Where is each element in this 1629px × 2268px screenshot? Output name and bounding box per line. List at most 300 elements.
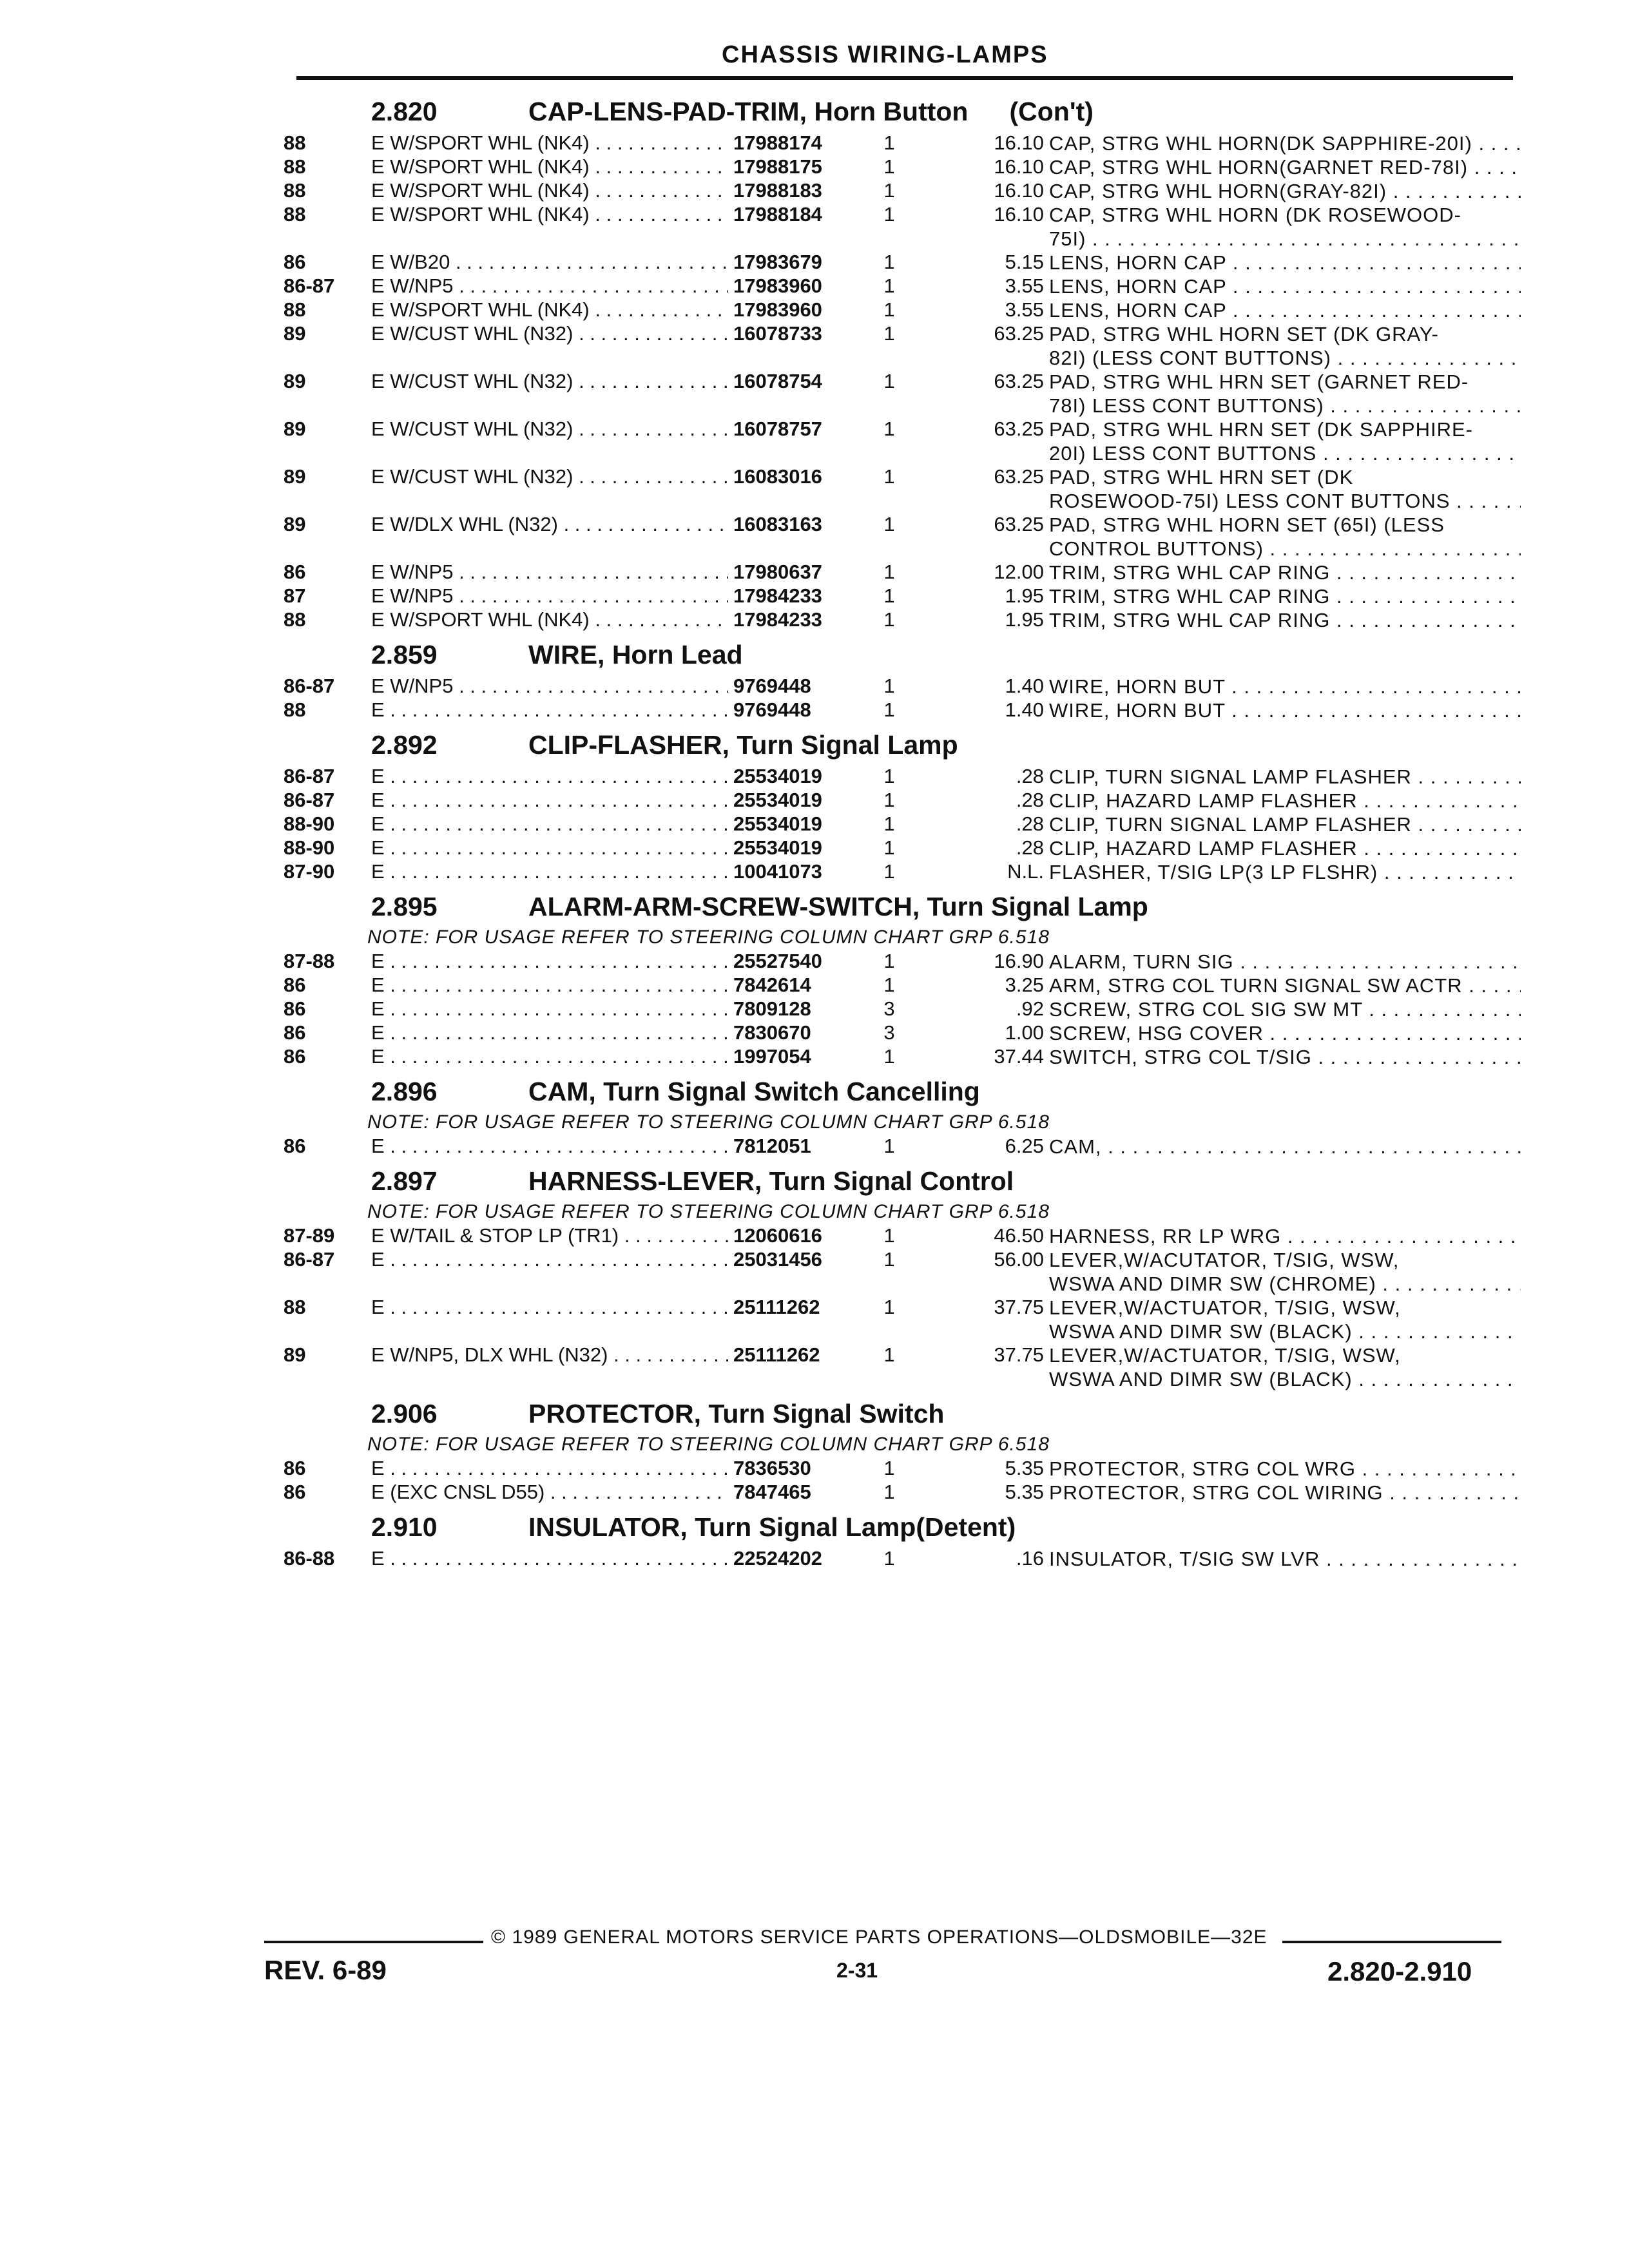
section-number: 2.820	[371, 97, 438, 126]
model-year: 89	[284, 465, 306, 488]
description-line: CLIP, HAZARD LAMP FLASHER . . .	[1049, 836, 1521, 860]
part-row	[284, 812, 1521, 836]
part-number: 16083163	[728, 513, 822, 536]
part-description	[1049, 561, 1521, 584]
part-number: 25111262	[728, 1343, 820, 1367]
description-line: CLIP, TURN SIGNAL LAMP FLASHER . . .	[1049, 765, 1521, 789]
model-year: 86-87	[284, 675, 335, 697]
part-number: 17988175	[728, 155, 822, 178]
section-title	[528, 730, 958, 760]
quantity: 1	[883, 561, 895, 583]
model-year: 88-90	[284, 812, 335, 835]
part-number: 7836530	[728, 1457, 811, 1480]
description-line: 75I) . . .	[1049, 227, 1521, 251]
usage-code: E . . .	[371, 1547, 732, 1570]
revision-label: REV. 6-89	[264, 1955, 387, 1985]
model-year: 87-89	[284, 1224, 335, 1247]
part-number: 12060616	[728, 1224, 822, 1247]
part-row	[284, 179, 1521, 203]
price: 16.10	[994, 203, 1044, 226]
price: .28	[1016, 812, 1044, 835]
part-row	[284, 789, 1521, 812]
section-title-text: ALARM-ARM-SCREW-SWITCH, Turn Signal Lamp	[528, 892, 1148, 921]
description-line: LENS, HORN CAP . . .	[1049, 274, 1521, 298]
section-title-text: HARNESS-LEVER, Turn Signal Control	[528, 1166, 1014, 1196]
price: .28	[1016, 789, 1044, 811]
part-row	[284, 322, 1521, 370]
price: 1.00	[1005, 1021, 1044, 1044]
model-year: 88	[284, 203, 306, 226]
model-year: 86	[284, 251, 306, 273]
part-description	[1049, 997, 1521, 1021]
section-title	[528, 640, 743, 670]
part-row	[284, 513, 1521, 561]
copyright-line: © 1989 GENERAL MOTORS SERVICE PARTS OPERATIONS—OLDSMOBILE—32E	[491, 1927, 1268, 1948]
description-line: ALARM, TURN SIG . . .	[1049, 950, 1521, 974]
part-description	[1049, 974, 1521, 997]
price: 56.00	[994, 1248, 1044, 1271]
part-number: 25031456	[728, 1248, 822, 1271]
section-number: 2.897	[371, 1166, 438, 1196]
part-row	[284, 836, 1521, 860]
price: 37.44	[994, 1045, 1044, 1068]
part-description	[1049, 513, 1521, 561]
section-title-text: CAP-LENS-PAD-TRIM, Horn Button	[528, 97, 969, 126]
part-description	[1049, 131, 1521, 155]
model-year: 86	[284, 997, 306, 1020]
model-year: 88	[284, 179, 306, 202]
description-line: TRIM, STRG WHL CAP RING . . .	[1049, 561, 1521, 584]
price: .28	[1016, 765, 1044, 787]
model-year: 88	[284, 698, 306, 721]
part-description	[1049, 203, 1521, 251]
model-year: 89	[284, 322, 306, 345]
model-year: 87	[284, 584, 306, 607]
usage-code: E W/NP5 . . .	[371, 274, 732, 298]
part-description	[1049, 836, 1521, 860]
model-year: 87-90	[284, 860, 335, 883]
part-number: 17988184	[728, 203, 822, 226]
part-description	[1049, 1481, 1521, 1504]
part-number: 17984233	[728, 584, 822, 608]
description-line: PAD, STRG WHL HORN SET (DK GRAY-	[1049, 323, 1440, 345]
part-row	[284, 765, 1521, 789]
part-description	[1049, 1296, 1521, 1343]
footer-rule-left	[264, 1941, 483, 1943]
part-row	[284, 1296, 1521, 1343]
quantity: 1	[883, 251, 895, 273]
model-year: 88	[284, 1296, 306, 1318]
part-row	[284, 1021, 1521, 1045]
model-year: 86	[284, 974, 306, 996]
price: 12.00	[994, 561, 1044, 583]
part-number: 7809128	[728, 997, 811, 1021]
part-description	[1049, 765, 1521, 789]
description-line: PAD, STRG WHL HRN SET (DK	[1049, 466, 1354, 488]
description-line: LENS, HORN CAP . . .	[1049, 298, 1521, 322]
description-line: HARNESS, RR LP WRG . . .	[1049, 1224, 1521, 1248]
part-number: 16083016	[728, 465, 822, 488]
quantity: 1	[883, 1045, 895, 1068]
section-number: 2.896	[371, 1077, 438, 1106]
price: 1.95	[1005, 584, 1044, 607]
part-number: 16078757	[728, 418, 822, 441]
part-description	[1049, 1547, 1521, 1571]
section-title-text: INSULATOR, Turn Signal Lamp(Detent)	[528, 1512, 1016, 1542]
model-year: 86	[284, 1457, 306, 1479]
part-row	[284, 561, 1521, 584]
section-number: 2.910	[371, 1512, 438, 1542]
quantity: 1	[883, 812, 895, 835]
section-title-text: CAM, Turn Signal Switch Cancelling	[528, 1077, 980, 1106]
usage-code: E W/SPORT WHL (NK4) . . .	[371, 179, 732, 202]
section-range: 2.820-2.910	[1327, 1956, 1472, 1986]
part-row	[284, 465, 1521, 513]
part-number: 7812051	[728, 1135, 811, 1158]
part-row	[284, 1457, 1521, 1481]
part-number: 17983960	[728, 274, 822, 298]
model-year: 86-87	[284, 1248, 335, 1271]
part-row	[284, 1481, 1521, 1504]
description-line: SCREW, STRG COL SIG SW MT . . .	[1049, 997, 1521, 1021]
model-year: 86	[284, 1481, 306, 1503]
model-year: 88	[284, 298, 306, 321]
part-number: 17983679	[728, 251, 822, 274]
price: 63.25	[994, 513, 1044, 535]
part-row	[284, 698, 1521, 722]
price: 63.25	[994, 322, 1044, 345]
price: N.L.	[1007, 860, 1044, 883]
part-row	[284, 608, 1521, 632]
usage-note: NOTE: FOR USAGE REFER TO STEERING COLUMN CHART GRP 6.518	[367, 1201, 1050, 1222]
description-line: PAD, STRG WHL HRN SET (DK SAPPHIRE-	[1049, 418, 1473, 441]
part-number: 17983960	[728, 298, 822, 322]
description-line: 82I) (LESS CONT BUTTONS) . . .	[1049, 346, 1521, 370]
usage-note: NOTE: FOR USAGE REFER TO STEERING COLUMN CHART GRP 6.518	[367, 927, 1050, 948]
model-year: 86	[284, 1021, 306, 1044]
part-number: 17988174	[728, 131, 822, 155]
description-line: CLIP, HAZARD LAMP FLASHER . . .	[1049, 789, 1521, 812]
description-line: TRIM, STRG WHL CAP RING . . .	[1049, 608, 1521, 632]
part-description	[1049, 251, 1521, 274]
description-line: CAP, STRG WHL HORN(GRAY-82I) . . .	[1049, 179, 1521, 203]
part-number: 25111262	[728, 1296, 820, 1319]
part-description	[1049, 155, 1521, 179]
usage-code: E W/CUST WHL (N32) . . .	[371, 465, 732, 488]
part-description	[1049, 1457, 1521, 1481]
description-line: PROTECTOR, STRG COL WIRING . . .	[1049, 1481, 1521, 1504]
part-row	[284, 1224, 1521, 1248]
usage-code: E . . .	[371, 1296, 732, 1319]
usage-code: E . . .	[371, 1248, 732, 1271]
usage-code: E W/NP5 . . .	[371, 561, 732, 584]
quantity: 3	[883, 997, 895, 1020]
part-number: 25534019	[728, 836, 822, 860]
part-description	[1049, 675, 1521, 698]
quantity: 1	[883, 860, 895, 883]
quantity: 1	[883, 1296, 895, 1318]
description-line: CAM, . . .	[1049, 1135, 1521, 1158]
description-line: 78I) LESS CONT BUTTONS) . . .	[1049, 394, 1521, 418]
model-year: 86-87	[284, 274, 335, 297]
part-row	[284, 675, 1521, 698]
price: 6.25	[1005, 1135, 1044, 1157]
price: 63.25	[994, 418, 1044, 440]
model-year: 88	[284, 608, 306, 631]
section-header	[284, 632, 1521, 675]
usage-code: E . . .	[371, 836, 732, 860]
model-year: 86-88	[284, 1547, 335, 1570]
quantity: 1	[883, 584, 895, 607]
model-year: 86	[284, 561, 306, 583]
section-title-text: WIRE, Horn Lead	[528, 640, 743, 669]
part-row	[284, 950, 1521, 974]
part-number: 7847465	[728, 1481, 811, 1504]
price: 63.25	[994, 465, 1044, 488]
model-year: 89	[284, 513, 306, 535]
usage-code: E . . .	[371, 1045, 732, 1068]
quantity: 1	[883, 698, 895, 721]
footer-rule-right	[1282, 1941, 1501, 1943]
part-row	[284, 131, 1521, 155]
quantity: 1	[883, 836, 895, 859]
section-title	[528, 1512, 1016, 1542]
part-description	[1049, 370, 1521, 418]
price: 16.10	[994, 131, 1044, 154]
part-description	[1049, 698, 1521, 722]
price: 1.40	[1005, 698, 1044, 721]
usage-code: E . . .	[371, 950, 732, 973]
part-number: 17984233	[728, 608, 822, 631]
quantity: 1	[883, 155, 895, 178]
part-description	[1049, 1021, 1521, 1045]
part-number: 17980637	[728, 561, 822, 584]
price: 1.40	[1005, 675, 1044, 697]
price: 46.50	[994, 1224, 1044, 1247]
usage-code: E W/SPORT WHL (NK4) . . .	[371, 155, 732, 178]
section-title	[528, 97, 1094, 127]
quantity: 3	[883, 1021, 895, 1044]
section-header	[284, 89, 1521, 131]
section-title	[528, 1166, 1014, 1196]
part-number: 22524202	[728, 1547, 822, 1570]
description-line: INSULATOR, T/SIG SW LVR . . .	[1049, 1547, 1521, 1571]
price: 3.55	[1005, 298, 1044, 321]
quantity: 1	[883, 274, 895, 297]
description-line: 20I) LESS CONT BUTTONS . . .	[1049, 441, 1521, 465]
description-line: CLIP, TURN SIGNAL LAMP FLASHER . . .	[1049, 812, 1521, 836]
quantity: 1	[883, 789, 895, 811]
usage-code: E . . .	[371, 974, 732, 997]
part-number: 17988183	[728, 179, 822, 202]
quantity: 1	[883, 950, 895, 972]
part-row	[284, 860, 1521, 884]
price: 37.75	[994, 1296, 1044, 1318]
part-number: 7830670	[728, 1021, 811, 1044]
price: .92	[1016, 997, 1044, 1020]
part-row	[284, 1135, 1521, 1158]
price: 5.15	[1005, 251, 1044, 273]
price: .28	[1016, 836, 1044, 859]
usage-code: E W/SPORT WHL (NK4) . . .	[371, 608, 732, 631]
quantity: 1	[883, 974, 895, 996]
part-row	[284, 203, 1521, 251]
usage-code: E W/CUST WHL (N32) . . .	[371, 370, 732, 393]
part-number: 16078733	[728, 322, 822, 345]
description-line: PAD, STRG WHL HRN SET (GARNET RED-	[1049, 370, 1469, 393]
section-header	[284, 1504, 1521, 1547]
model-year: 88-90	[284, 836, 335, 859]
price: 16.10	[994, 179, 1044, 202]
part-description	[1049, 608, 1521, 632]
section-header	[284, 1391, 1521, 1434]
price: 63.25	[994, 370, 1044, 392]
quantity: 1	[883, 765, 895, 787]
quantity: 1	[883, 1457, 895, 1479]
usage-code: E W/DLX WHL (N32) . . .	[371, 513, 732, 536]
part-row	[284, 418, 1521, 465]
part-description	[1049, 860, 1521, 884]
usage-code: E . . .	[371, 1135, 732, 1158]
price: .16	[1016, 1547, 1044, 1570]
usage-code: E W/NP5 . . .	[371, 584, 732, 608]
parts-list	[284, 89, 1521, 1571]
continued-label: (Con't)	[1009, 97, 1094, 126]
price: 5.35	[1005, 1481, 1044, 1503]
part-row	[284, 1343, 1521, 1391]
usage-code: E W/SPORT WHL (NK4) . . .	[371, 203, 732, 226]
section-number: 2.895	[371, 892, 438, 921]
part-row	[284, 251, 1521, 274]
page-number: 2-31	[836, 1959, 878, 1982]
section-number: 2.859	[371, 640, 438, 669]
price: 16.10	[994, 155, 1044, 178]
quantity: 1	[883, 1224, 895, 1247]
part-row	[284, 1248, 1521, 1296]
quantity: 1	[883, 1343, 895, 1366]
header-rule	[296, 76, 1513, 80]
part-description	[1049, 298, 1521, 322]
model-year: 88	[284, 131, 306, 154]
part-row	[284, 974, 1521, 997]
usage-code: E . . .	[371, 765, 732, 788]
description-line: LEVER,W/ACUTATOR, T/SIG, WSW,	[1049, 1249, 1400, 1271]
usage-code: E W/SPORT WHL (NK4) . . .	[371, 298, 732, 322]
usage-code: E . . .	[371, 789, 732, 812]
part-description	[1049, 1343, 1521, 1391]
part-description	[1049, 950, 1521, 974]
part-row	[284, 274, 1521, 298]
part-description	[1049, 1045, 1521, 1069]
section-title	[528, 892, 1148, 922]
usage-code: E . . .	[371, 997, 732, 1021]
part-description	[1049, 1224, 1521, 1248]
part-row	[284, 155, 1521, 179]
price: 1.95	[1005, 608, 1044, 631]
part-description	[1049, 584, 1521, 608]
part-description	[1049, 1135, 1521, 1158]
section-title	[528, 1077, 980, 1107]
model-year: 86	[284, 1135, 306, 1157]
model-year: 89	[284, 370, 306, 392]
model-year: 87-88	[284, 950, 335, 972]
model-year: 89	[284, 1343, 306, 1366]
part-number: 25534019	[728, 812, 822, 836]
description-line: LEVER,W/ACTUATOR, T/SIG, WSW,	[1049, 1344, 1401, 1367]
price: 5.35	[1005, 1457, 1044, 1479]
part-row	[284, 997, 1521, 1021]
description-line: SCREW, HSG COVER . . .	[1049, 1021, 1521, 1045]
part-number: 25534019	[728, 789, 822, 812]
part-row	[284, 1045, 1521, 1069]
quantity: 1	[883, 131, 895, 154]
usage-code: E . . .	[371, 860, 732, 883]
usage-code: E W/NP5, DLX WHL (N32) . . .	[371, 1343, 732, 1367]
usage-code: E (EXC CNSL D55) . . .	[371, 1481, 732, 1504]
section-number: 2.906	[371, 1399, 438, 1428]
quantity: 1	[883, 1135, 895, 1157]
part-row	[284, 1547, 1521, 1571]
part-number: 16078754	[728, 370, 822, 393]
usage-note: NOTE: FOR USAGE REFER TO STEERING COLUMN CHART GRP 6.518	[367, 1111, 1050, 1133]
description-line: TRIM, STRG WHL CAP RING . . .	[1049, 584, 1521, 608]
quantity: 1	[883, 608, 895, 631]
part-description	[1049, 418, 1521, 465]
part-number: 25534019	[728, 765, 822, 788]
price: 3.25	[1005, 974, 1044, 996]
section-title-text: PROTECTOR, Turn Signal Switch	[528, 1399, 945, 1428]
usage-code: E W/B20 . . .	[371, 251, 732, 274]
quantity: 1	[883, 322, 895, 345]
section-title-text: CLIP-FLASHER, Turn Signal Lamp	[528, 730, 958, 760]
part-description	[1049, 812, 1521, 836]
model-year: 86-87	[284, 765, 335, 787]
section-header	[284, 1069, 1521, 1111]
section-header	[284, 884, 1521, 927]
model-year: 86-87	[284, 789, 335, 811]
description-line: WSWA AND DIMR SW (BLACK) . . .	[1049, 1367, 1521, 1391]
description-line: WIRE, HORN BUT . . .	[1049, 698, 1521, 722]
usage-code: E . . .	[371, 812, 732, 836]
price: 37.75	[994, 1343, 1044, 1366]
quantity: 1	[883, 1481, 895, 1503]
usage-code: E W/SPORT WHL (NK4) . . .	[371, 131, 732, 155]
part-description	[1049, 179, 1521, 203]
quantity: 1	[883, 418, 895, 440]
description-line: PROTECTOR, STRG COL WRG . . .	[1049, 1457, 1521, 1481]
part-description	[1049, 1248, 1521, 1296]
quantity: 1	[883, 465, 895, 488]
part-number: 7842614	[728, 974, 811, 997]
part-number: 1997054	[728, 1045, 811, 1068]
description-line: ARM, STRG COL TURN SIGNAL SW ACTR . . .	[1049, 974, 1521, 997]
part-description	[1049, 465, 1521, 513]
part-row	[284, 370, 1521, 418]
price: 16.90	[994, 950, 1044, 972]
part-description	[1049, 789, 1521, 812]
part-description	[1049, 274, 1521, 298]
part-row	[284, 584, 1521, 608]
part-row	[284, 298, 1521, 322]
quantity: 1	[883, 179, 895, 202]
usage-code: E W/CUST WHL (N32) . . .	[371, 418, 732, 441]
page-title: CHASSIS WIRING-LAMPS	[722, 41, 1048, 68]
price: 3.55	[1005, 274, 1044, 297]
quantity: 1	[883, 513, 895, 535]
part-number: 9769448	[728, 675, 811, 698]
quantity: 1	[883, 1248, 895, 1271]
usage-code: E W/CUST WHL (N32) . . .	[371, 322, 732, 345]
